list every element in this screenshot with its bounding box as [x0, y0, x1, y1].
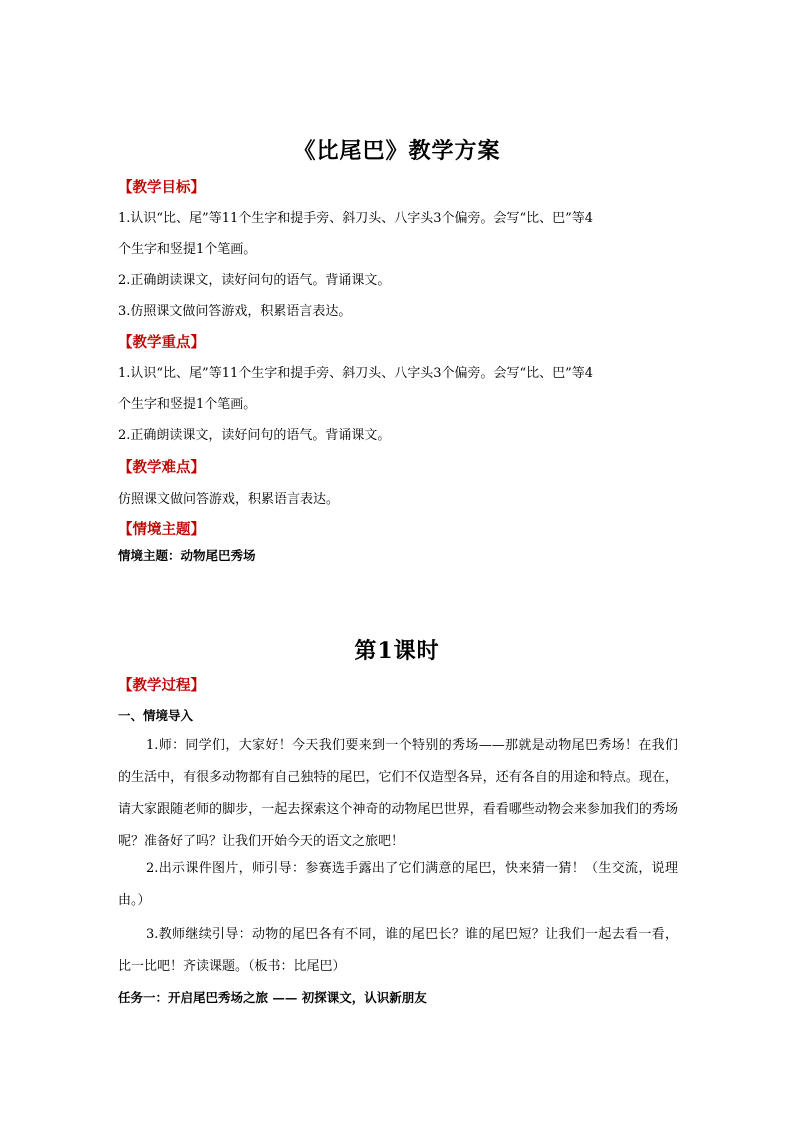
process-paragraph: 3.教师继续引导：动物的尾巴各有不同，谁的尾巴长？谁的尾巴短？让我们一起去看一看，比一比吧！齐读课题。（板书：比尾巴） [118, 927, 678, 974]
goals-line: 2.正确朗读课文，读好问句的语气。背诵课文。 [118, 273, 391, 288]
difficulties-line: 仿照课文做问答游戏，积累语言表达。 [118, 492, 340, 507]
part1-title: 一、情境导入 [118, 708, 194, 723]
goals-line: 1.认识“比、尾”等11个生字和提手旁、斜刀头、八字头3个偏旁。会写“比、巴”等4 [118, 211, 594, 226]
key-points-line: 个生字和竖提1个笔画。 [118, 397, 257, 412]
task1-title: 任务一：开启尾巴秀场之旅 —— 初探课文，认识新朋友 [118, 990, 427, 1005]
goals-line: 个生字和竖提1个笔画。 [118, 242, 257, 257]
key-points-line: 2.正确朗读课文，读好问句的语气。背诵课文。 [118, 428, 391, 443]
theme-line: 情境主题：动物尾巴秀场 [118, 548, 256, 563]
document-title: 《比尾巴》教学方案 [293, 138, 501, 164]
process-heading: 【教学过程】 [118, 677, 205, 694]
difficulties-heading: 【教学难点】 [118, 459, 205, 476]
goals-line: 3.仿照课文做问答游戏，积累语言表达。 [118, 304, 352, 319]
lesson-title: 第1课时 [354, 638, 440, 664]
goals-heading: 【教学目标】 [118, 179, 205, 196]
key-points-heading: 【教学重点】 [118, 334, 205, 351]
process-paragraph: 2.出示课件图片，师引导：参赛选手露出了它们满意的尾巴，快来猜一猜！（生交流，说理由。） [118, 861, 678, 908]
theme-heading: 【情境主题】 [118, 521, 205, 538]
process-paragraph: 1.师：同学们，大家好！今天我们要来到一个特别的秀场——那就是动物尾巴秀场！在我们的生活中，有很多动物都有自己独特的尾巴，它们不仅造型各异，还有各自的用途和特点。现在，请大家跟随老师的脚步，一起去探索这个神奇的动物尾巴世界，看看哪些动物会来参加我们的秀场呢？准备好了吗？让我们开始今天的语文之旅吧！ [118, 738, 678, 849]
key-points-line: 1.认识“比、尾”等11个生字和提手旁、斜刀头、八字头3个偏旁。会写“比、巴”等4 [118, 366, 594, 381]
